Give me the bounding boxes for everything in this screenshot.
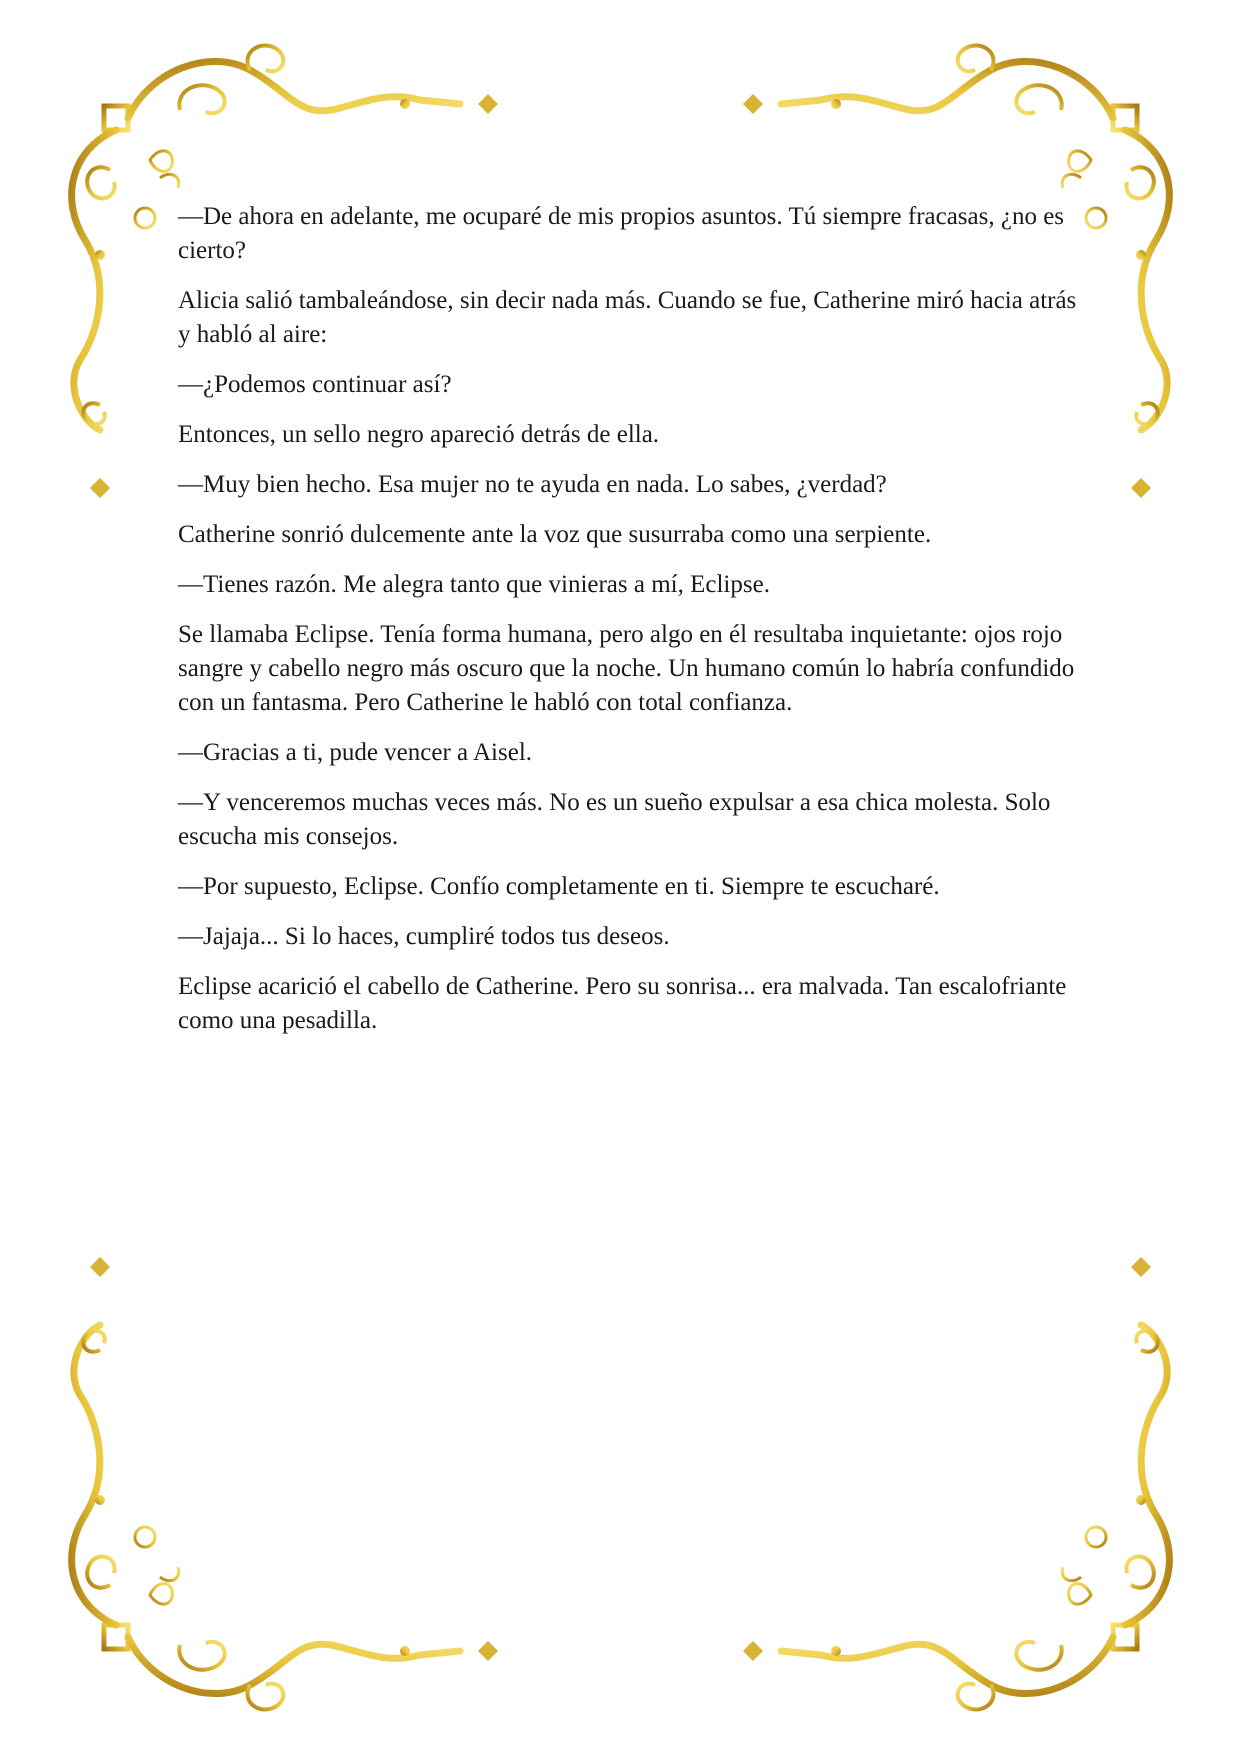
paragraph: Entonces, un sello negro apareció detrás de ella. [178,421,660,448]
paragraph: —De ahora en adelante, me ocuparé de mis propios asuntos. Tú siempre fracasas, ¿no es cierto? [178,203,1065,264]
paragraph: —Gracias a ti, pude vencer a Aisel. [178,739,533,766]
paragraph: Se llamaba Eclipse. Tenía forma humana, pero algo en él resultaba inquietante: ojos rojo sangre y cabello negro más oscuro que la noche. Un humano común lo habría confundido con un fantasma. Pero Catherine le habló con total confianza. [178,621,1075,716]
paragraph: Catherine sonrió dulcemente ante la voz que susurraba como una serpiente. [178,521,932,548]
corner-ornament-bottom-left [72,1257,498,1709]
paragraph: —¿Podemos continuar así? [178,371,452,398]
paragraph: —Tienes razón. Me alegra tanto que vinieras a mí, Eclipse. [178,571,770,598]
paragraph: Eclipse acarició el cabello de Catherine. Pero su sonrisa... era malvada. Tan escalofriante como una pesadilla. [178,973,1067,1034]
story-text [178,200,1078,1054]
paragraph: —Jajaja... Si lo haces, cumpliré todos tus deseos. [178,923,670,950]
corner-ornament-bottom-right [743,1257,1169,1709]
paragraph: Alicia salió tambaleándose, sin decir nada más. Cuando se fue, Catherine miró hacia atrás y habló al aire: [178,287,1077,348]
paragraph: —Muy bien hecho. Esa mujer no te ayuda en nada. Lo sabes, ¿verdad? [178,471,887,498]
paragraph: —Y venceremos muchas veces más. No es un sueño expulsar a esa chica molesta. Solo escucha mis consejos. [178,789,1051,850]
paragraph: —Por supuesto, Eclipse. Confío completamente en ti. Siempre te escucharé. [178,873,940,900]
